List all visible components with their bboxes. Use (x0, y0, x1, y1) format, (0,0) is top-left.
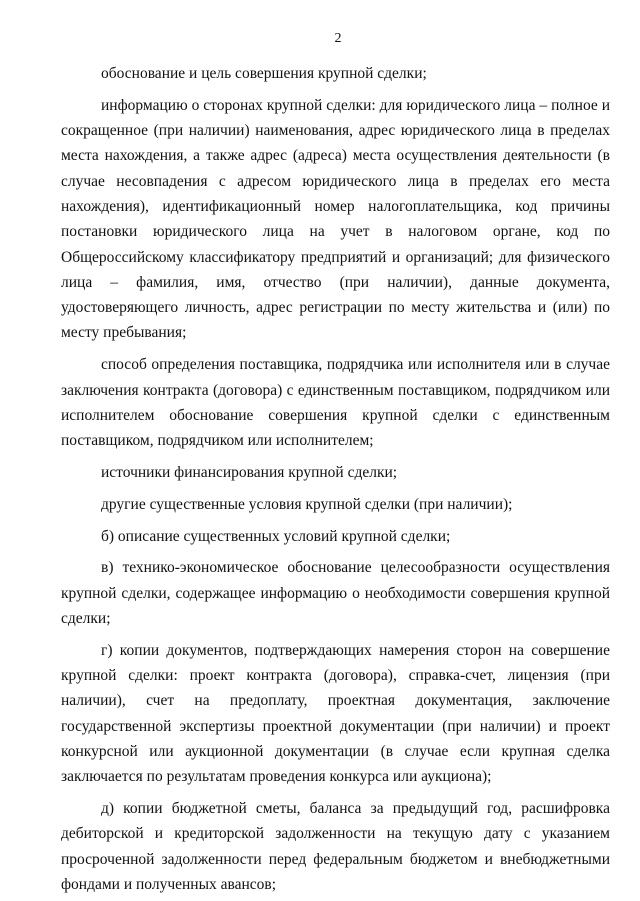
paragraph-other-conditions: другие существенные условия крупной сделки (при наличии); (101, 495, 513, 513)
paragraph-purpose: обоснование и цель совершения крупной сделки; (101, 65, 427, 82)
paragraph-item-d: д) копии бюджетной сметы, баланса за предыдущий год, расшифровка дебиторской и кредиторской задолженности на текущую дату с указанием просроченной задолженности перед федеральным бюджетом и внебюджетными фондами и полученных авансов; (61, 800, 610, 893)
paragraph-item-b: б) описание существенных условий крупной сделки; (101, 527, 451, 545)
paragraph-parties-info: информацию о сторонах крупной сделки: для юридического лица – полное и сокращенное (при наличии) наименования, адрес юридического лица в пределах места нахождения, а также адрес (адреса) места осуществления деятельности (в случае несовпадения с адресом юридического лица в пределах его места нахождения), идентификационный номер налогоплательщика, код причины постановки юридического лица на учет в налоговом органе, код по Общероссийскому классификатору предприятий и организаций; для физического лица – фамилия, имя, отчество (при наличии), данные документа, удостоверяющего личность, адрес регистрации по месту жительства и (или) по месту пребывания; (61, 96, 610, 342)
paragraph-item-v: в) технико-экономическое обоснование целесообразности осуществления крупной сделки, содержащее информацию о необходимости совершения крупной сделки; (61, 559, 610, 627)
paragraph-item-g: г) копии документов, подтверждающих намерения сторон на совершение крупной сделки: проект контракта (договора), справка-счет, лицензия (при наличии), счет на предоплату, проектная документация, заключение государственной экспертизы проектной документации (при наличии) и проект конкурсной или аукционной документации (в случае если крупная сделка заключается по результатам проведения конкурса или аукциона); (61, 641, 610, 786)
paragraph-supplier-method: способ определения поставщика, подрядчика или исполнителя или в случае заключения контракта (договора) с единственным поставщиком, подрядчиком или исполнителем обоснование совершения крупной сделки с единственным поставщиком, подрядчиком или исполнителем; (61, 356, 610, 450)
document-body (61, 61, 610, 897)
page-number: 2 (334, 31, 342, 46)
paragraph-funding-sources: источники финансирования крупной сделки; (101, 463, 398, 481)
